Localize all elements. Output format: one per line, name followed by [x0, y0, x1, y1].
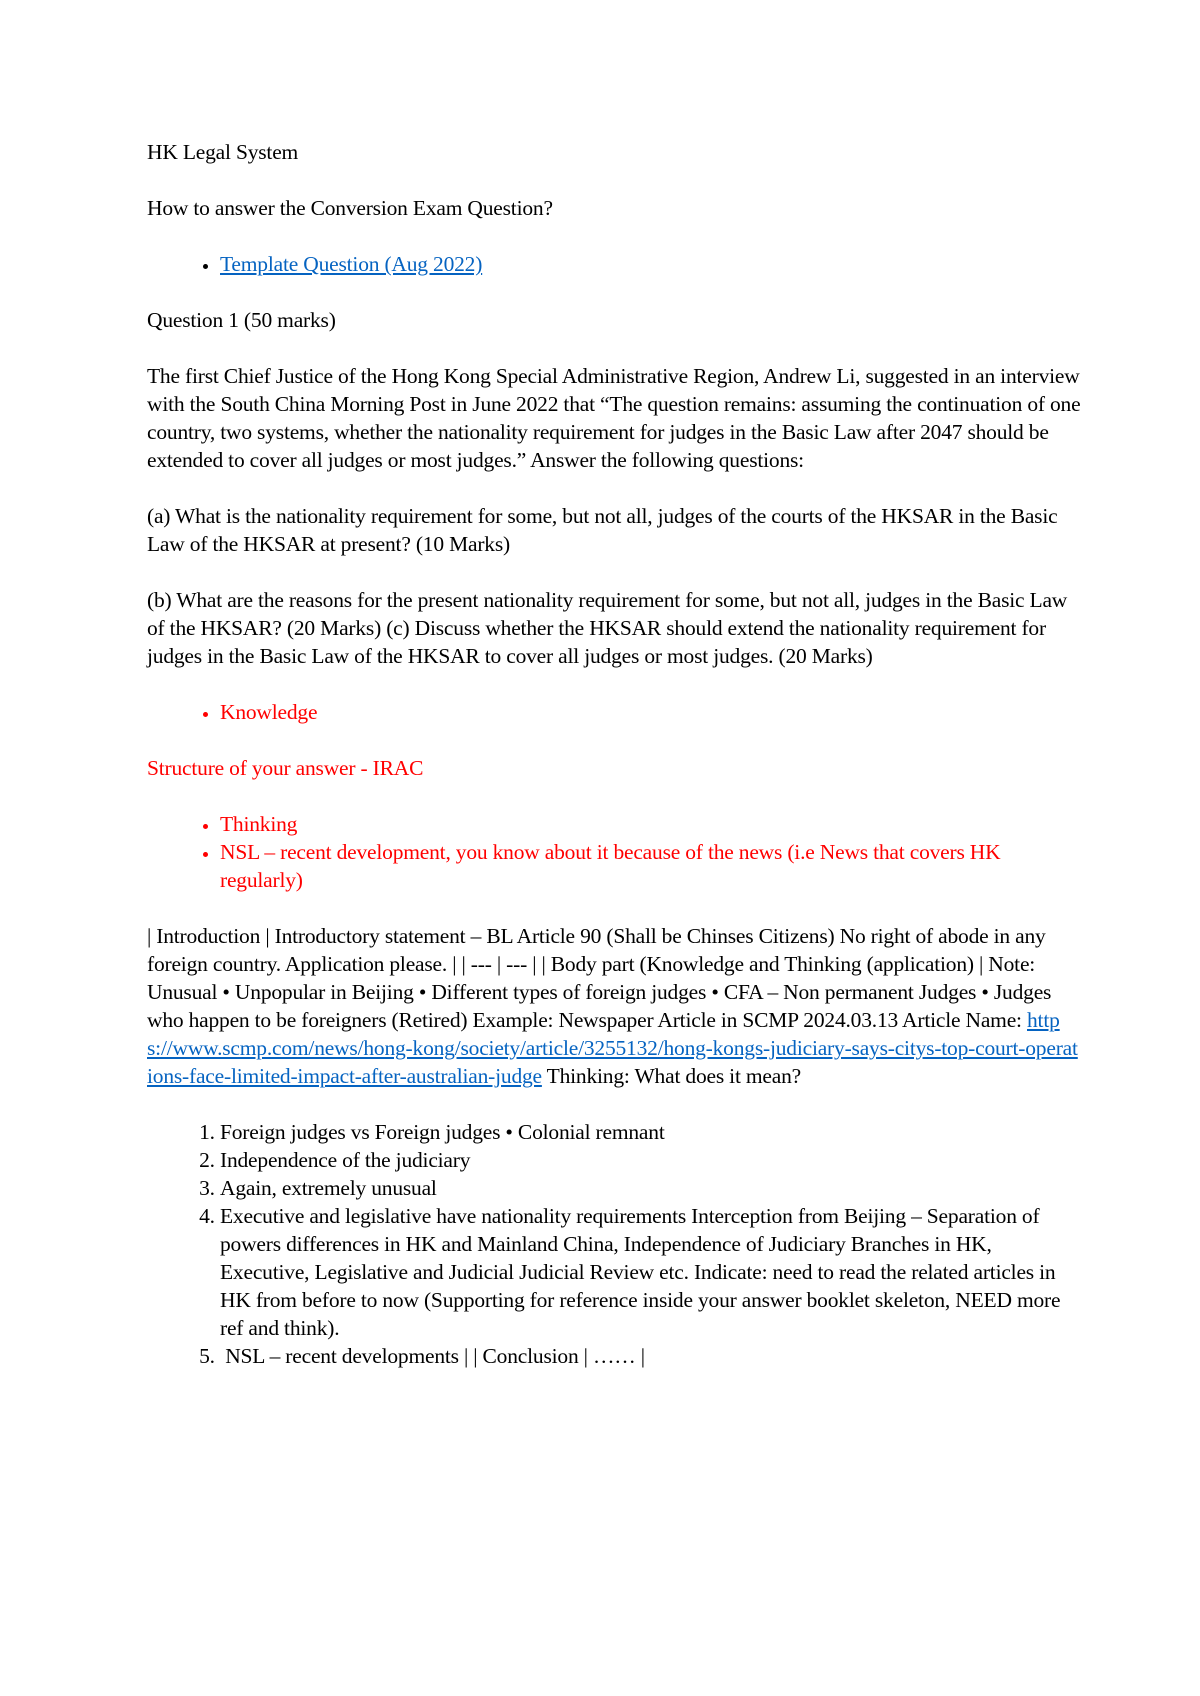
- body-points-list: [147, 1118, 1082, 1370]
- template-link-list: [147, 250, 1082, 278]
- question-part-b-c: (b) What are the reasons for the present nationality requirement for some, but not all, judges in the Basic Law of the HKSAR? (20 Marks) (c) Discuss whether the HKSAR should extend the nationality requirement for judges in the Basic Law of the HKSAR to cover all judges or most judges. (20 Marks): [147, 588, 1068, 668]
- template-link-item: [220, 250, 1082, 278]
- question-heading: Question 1 (50 marks): [147, 308, 336, 332]
- document-title: HK Legal System: [147, 140, 299, 164]
- document-page: [147, 138, 1082, 1398]
- document-subtitle: How to answer the Conversion Exam Question?: [147, 196, 553, 220]
- question-body: The first Chief Justice of the Hong Kong Special Administrative Region, Andrew Li, suggested in an interview with the South China Morning Post in June 2022 that “The question remains: assuming the continuation of one country, two systems, whether the nationality requirement for judges in the Basic Law after 2047 should be extended to cover all judges or most judges.” Answer the following questions:: [147, 364, 1081, 472]
- body-point: 5. NSL – recent developments | | Conclusion | …… |: [220, 1342, 1082, 1370]
- body-point: 2. Independence of the judiciary: [220, 1146, 1082, 1174]
- answer-structure-text: | Introduction | Introductory statement – BL Article 90 (Shall be Chinses Citizens) No right of abode in any foreign country. Application please. | | --- | --- | | Body part (Knowledge and Thinking (application) | Note: Unusual • Unpopular in Beijing • Different types of foreign judges • CFA – Non permanent Judges • Judges who happen to be foreigners (Retired) Example: Newspaper Article in SCMP 2024.03.13 Article Name:: [147, 924, 1052, 1032]
- knowledge-bullet: • Knowledge: [220, 698, 1082, 726]
- answer-structure-paragraph: [147, 922, 1082, 1090]
- structure-heading: Structure of your answer - IRAC: [147, 756, 424, 780]
- question-part-a: (a) What is the nationality requirement for some, but not all, judges of the courts of the HKSAR in the Basic Law of the HKSAR at present? (10 Marks): [147, 504, 1058, 556]
- body-point: 1. Foreign judges vs Foreign judges • Colonial remnant: [220, 1118, 1082, 1146]
- answer-structure-text-tail: Thinking: What does it mean?: [541, 1064, 802, 1088]
- knowledge-list: [147, 698, 1082, 726]
- body-point: 3. Again, extremely unusual: [220, 1174, 1082, 1202]
- thinking-list: [147, 810, 1082, 894]
- nsl-bullet: • NSL – recent development, you know about it because of the news (i.e News that covers HK regularly): [220, 838, 1082, 894]
- scmp-article-link[interactable]: https://www.scmp.com/news/hong-kong/society/article/3255132/hong-kongs-judiciary-says-citys-top-court-operations-face-limited-impact-after-australian-judge: [147, 1008, 1078, 1088]
- template-question-link[interactable]: Template Question (Aug 2022): [220, 252, 483, 276]
- thinking-bullet: • Thinking: [220, 810, 1082, 838]
- body-point: 4. Executive and legislative have nationality requirements Interception from Beijing – Separation of powers differences in HK and Mainland China, Independence of Judiciary Branches in HK, Executive, Legislative and Judicial Judicial Review etc. Indicate: need to read the related articles in HK from before to now (Supporting for reference inside your answer booklet skeleton, NEED more ref and think).: [220, 1202, 1082, 1342]
